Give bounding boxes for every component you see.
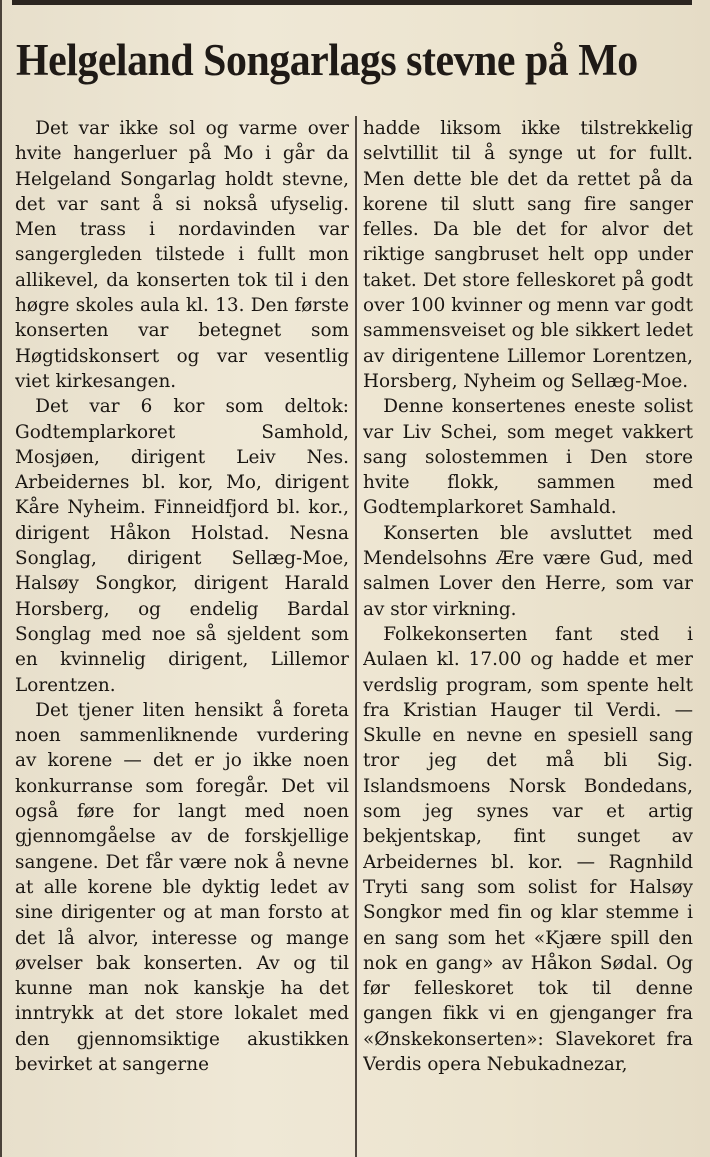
paragraph: Konserten ble avsluttet med Mendelsohns Ære være Gud, med salmen Lover den Herre, som var av stor virkning. [363,522,693,620]
left-border-rule [0,0,2,1157]
paragraph: hadde liksom ikke tilstrekkelig selvtillit til å synge ut for fullt. Men dette ble det da rettet på da korene til slutt sang fire sanger felles. Da ble det for alvor det riktige sangbruset helt opp under taket. Det store felleskoret på godt over 100 kvinner og menn var godt sammensveiset og ble sikkert ledet av dirigentene Lillemor Lorentzen, Horsberg, Nyheim og Sellæg-Moe. [363,118,693,392]
article-column-left [15,116,349,1157]
article-column-right [363,116,693,1157]
paragraph: Folkekonserten fant sted i Aulaen kl. 17.00 og hadde et mer verdslig program, som spente helt fra Kristian Hauger til Verdi. — Skulle en nevne en spesiell sang tror jeg det må bli Sig. Islandsmoens Norsk Bondedans, som jeg synes var et artig bekjentskap, fint sunget av Arbeidernes bl. kor. — Ragnhild Tryti sang som solist for Halsøy Songkor med fin og klar stemme i en sang som het «Kjære spill den nok en gang» av Håkon Sødal. Og før felleskoret tok til denne gangen fikk vi en gjenganger fra «Ønskekonserten»: Slavekoret fra Verdis opera Nebukadnezar, [363,623,693,1075]
top-border-rule [12,0,692,5]
paragraph: Denne konsertenes eneste solist var Liv Schei, som meget vakkert sang solostemmen i Den store hvite flokk, sammen med Godtemplarkoret Samhald. [363,396,693,519]
paragraph: Det var 6 kor som deltok: Godtemplarkoret Samhold, Mosjøen, dirigent Leiv Nes. Arbeidernes bl. kor, Mo, dirigent Kåre Nyheim. Finneidfjord bl. kor., dirigent Håkon Holstad. Nesna Songlag, dirigent Sellæg-Moe, Halsøy Songkor, dirigent Harald Horsberg, og endelig Bardal Songlag med noe så sjeldent som en kvinnelig dirigent, Lillemor Lorentzen. [15,396,349,696]
paragraph: Det var ikke sol og varme over hvite hangerluer på Mo i går da Helgeland Songarlag holdt stevne, det var sant å si nokså ufyselig. Men trass i nordavinden var sangergleden tilstede i fullt mon allikevel, da konserten tok til i den høgre skoles aula kl. 13. Den første konserten var betegnet som Høgtidskonsert og var vesentlig viet kirkesangen. [15,118,349,392]
paragraph: Det tjener liten hensikt å foreta noen sammenliknende vurdering av korene — det er jo ikke noen konkurranse som foregår. Det vil også føre for langt med noen gjennomgåelse av de forskjellige sangene. Det får være nok å nevne at alle korene ble dyktig ledet av sine dirigenter og at man forsto at det lå alvor, interesse og mange øvelser bak konserten. Av og til kunne man nok kanskje ha det inntrykk at det store lokalet med den gjennomsiktige akustikken bevirket at sangerne [15,699,349,1075]
column-divider [355,116,357,1157]
article-headline: Helgeland Songarlags stevne på Mo [16,35,638,85]
